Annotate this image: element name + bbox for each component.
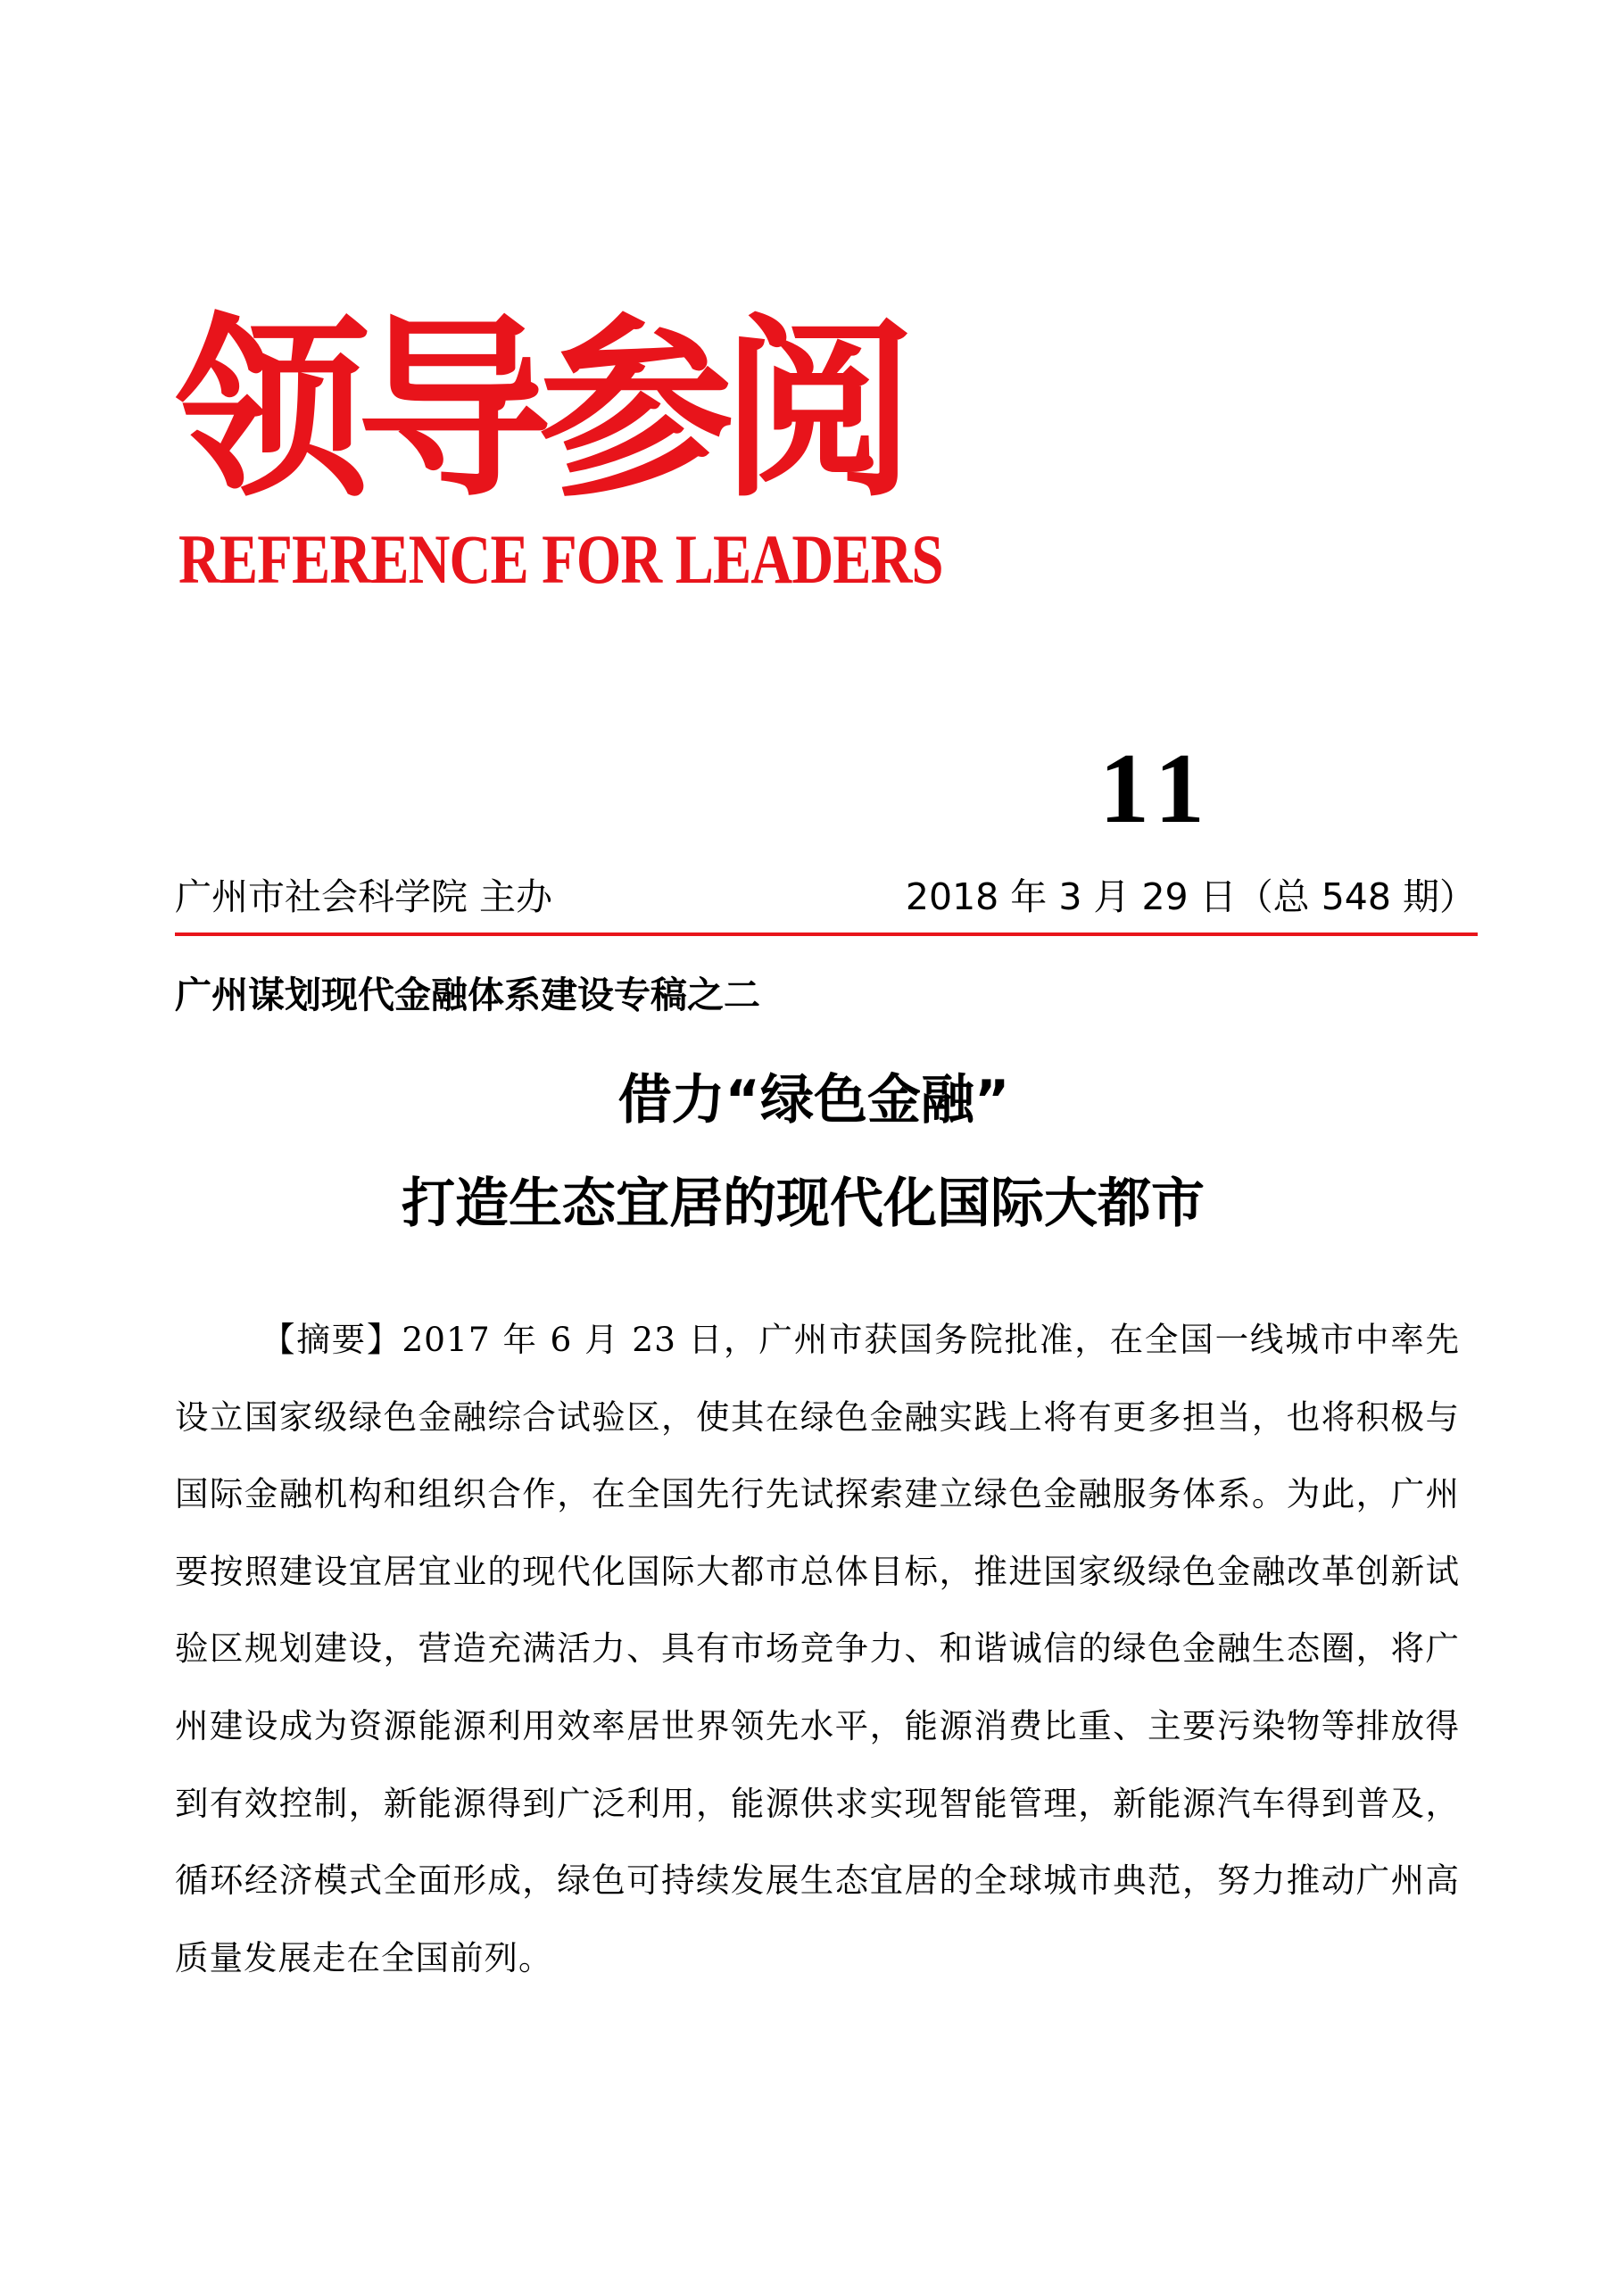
article-title-line-2: 打造生态宜居的现代化国际大都市 [402,1173,1205,1235]
abstract-paragraph [175,1301,1460,1996]
issue-number: 11 [1099,734,1215,844]
masthead-title-cn: 领导参阅 [175,295,903,524]
header-divider [175,932,1478,936]
masthead-title-en: REFERENCE FOR LEADERS [178,520,943,598]
abstract-label: 【摘要】 [261,1320,402,1359]
series-label: 广州谋划现代金融体系建设专稿之二 [175,974,760,1016]
article-title-line-1: 借力“绿色金融” [617,1069,1010,1131]
abstract-text: 2017 年 6 月 23 日，广州市获国务院批准，在全国一线城市中率先设立国家级绿色金融综合试验区，使其在绿色金融实践上将有更多担当，也将积极与国际金融机构和组织合作，在全国先行先试探索建立绿色金融服务体系。为此，广州要按照建设宜居宜业的现代化国际大都市总体目标，推进国家级绿色金融改革创新试验区规划建设，营造充满活力、具有市场竞争力、和谐诚信的绿色金融生态圈，将广州建设成为资源能源利用效率居世界领先水平，能源消费比重、主要污染物等排放得到有效控制，新能源得到广泛利用，能源供求实现智能管理，新能源汽车得到普及，循环经济模式全面形成，绿色可持续发展生态宜居的全球城市典范，努力推动广州高质量发展走在全国前列。 [175,1320,1461,1977]
issue-date: 2018 年 3 月 29 日（总 548 期） [905,875,1476,918]
sponsor-line: 广州市社会科学院 主办 [175,875,553,918]
